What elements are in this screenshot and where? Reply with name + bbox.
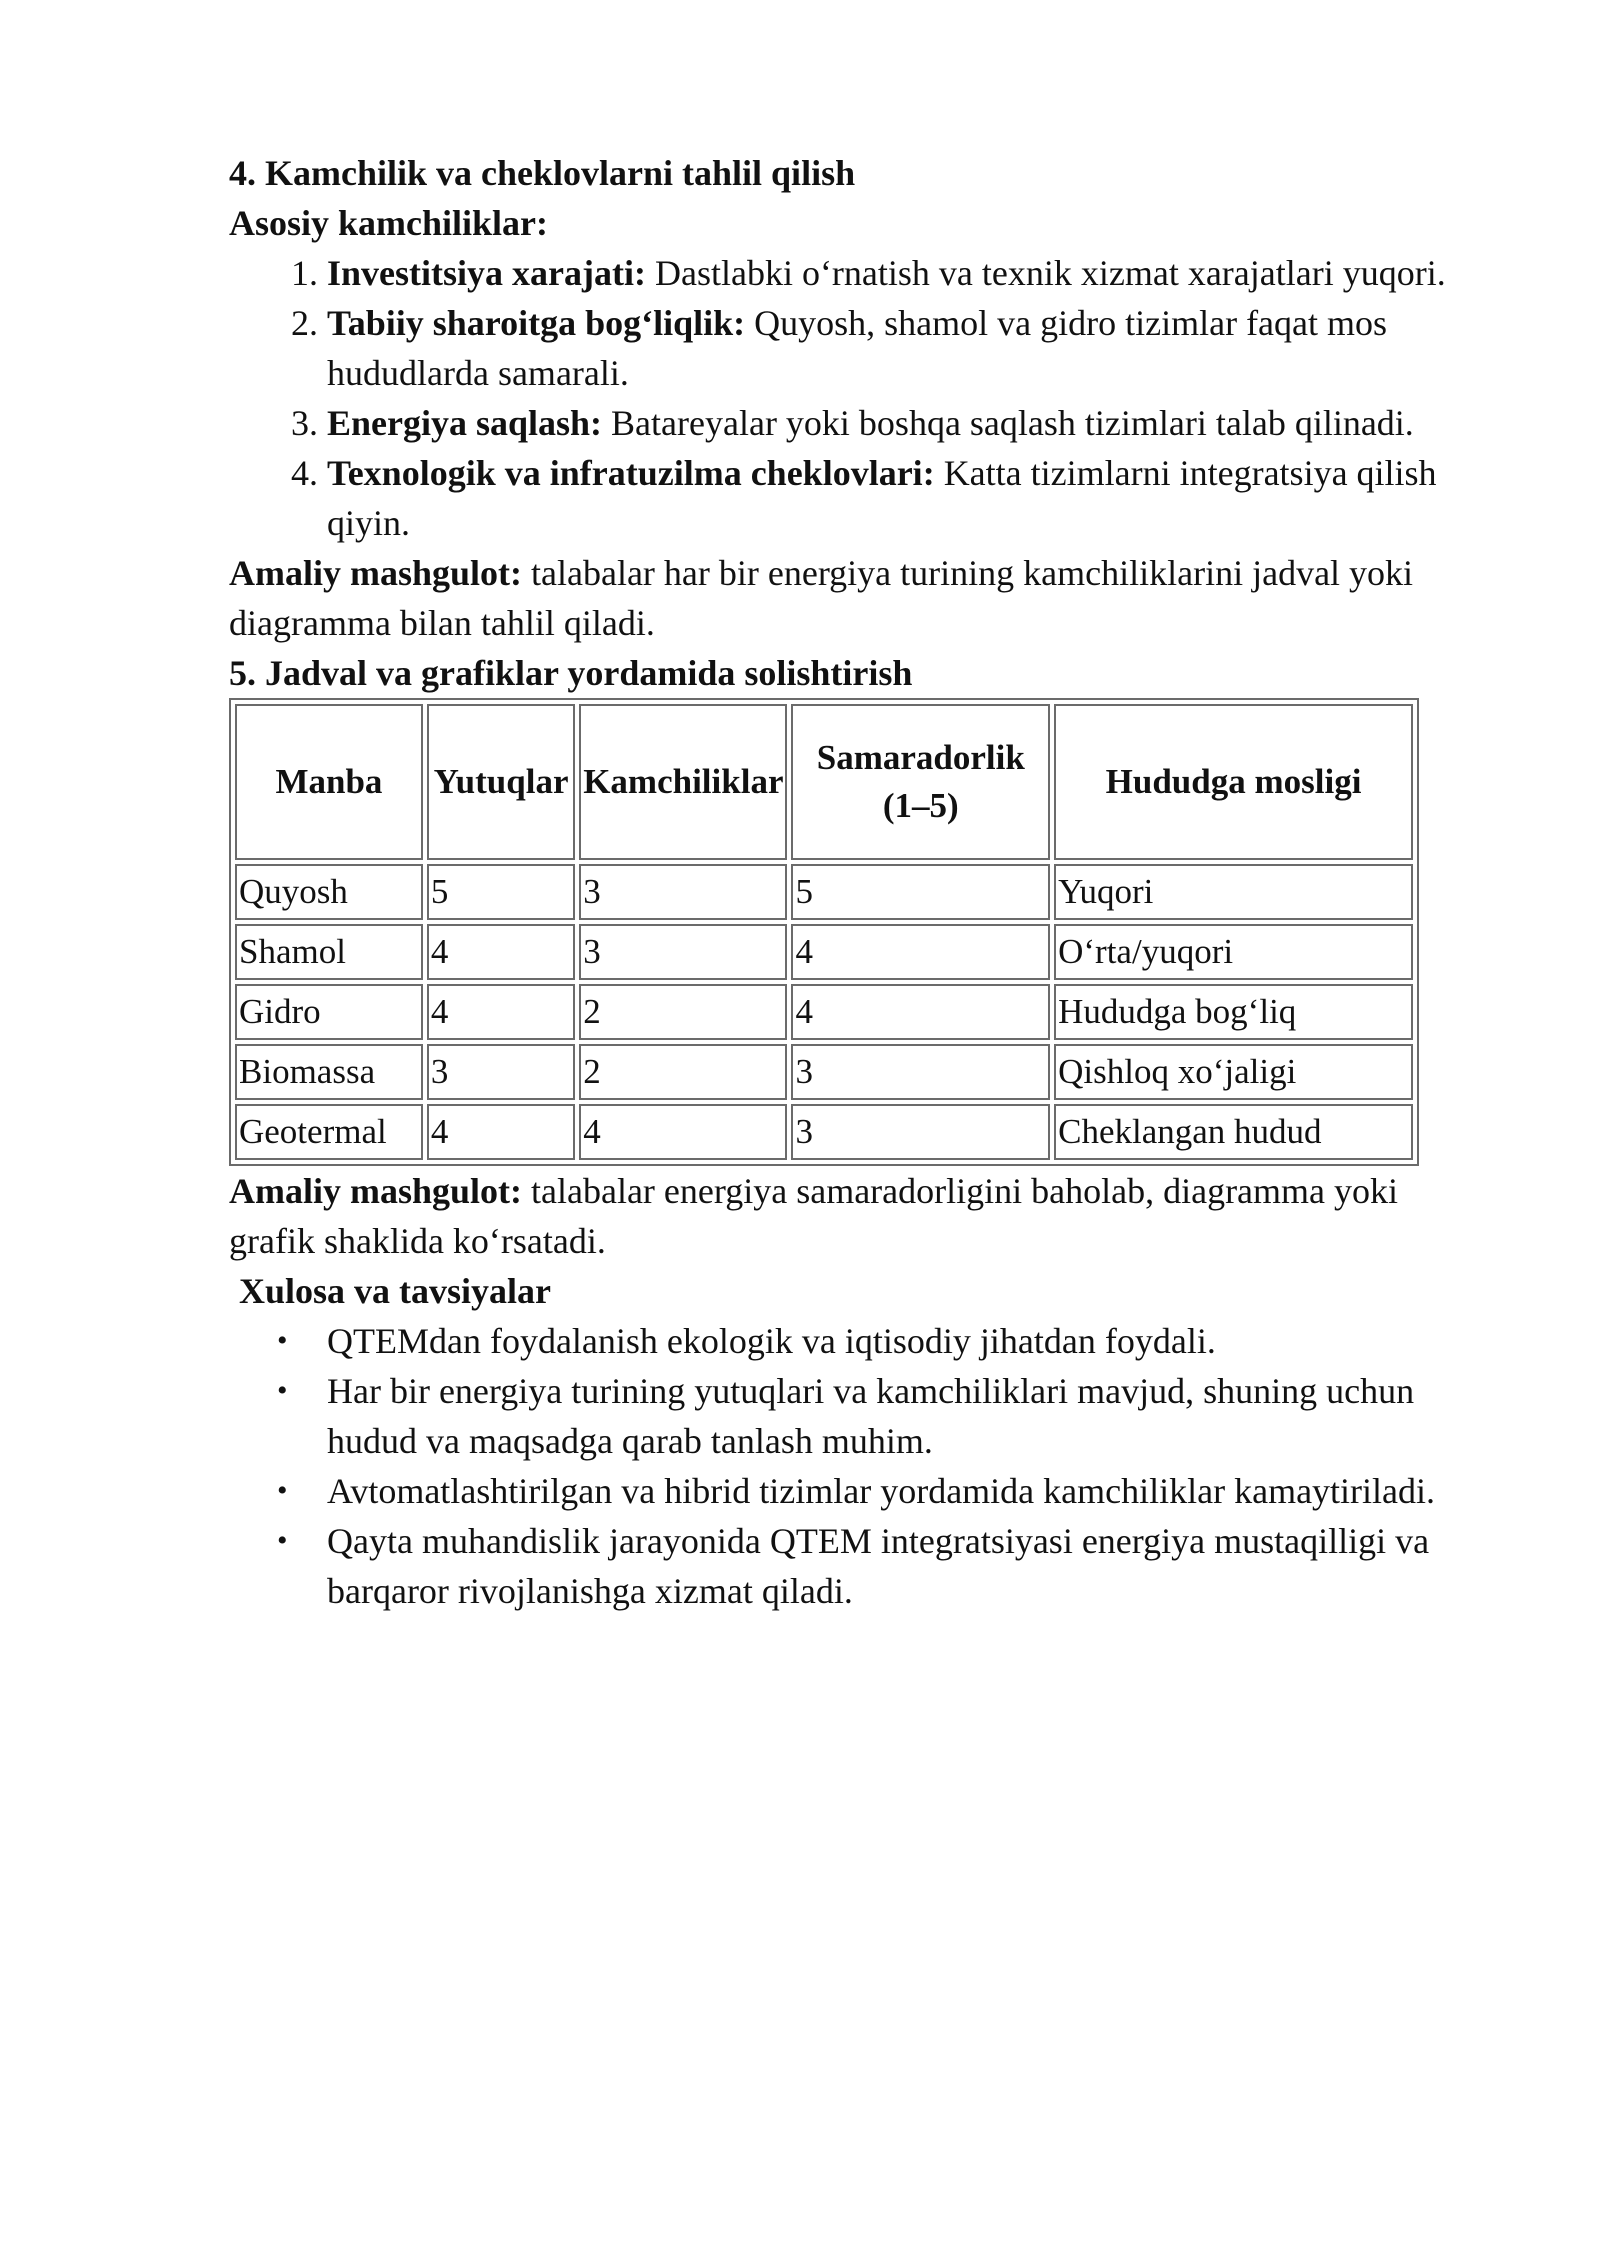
practice-lead: Amaliy mashgulot: [229,553,523,593]
list-item [277,1516,1489,1616]
table-cell: 2 [579,1044,787,1100]
table-cell: Qishloq xo‘jaligi [1054,1044,1413,1100]
practice-text: talabalar har bir energiya turining kamchiliklarini jadval yoki diagramma bilan tahlil qiladi. [229,553,1414,643]
table-cell: 4 [579,1104,787,1160]
table-cell: Gidro [235,984,423,1040]
comparison-table [229,698,1419,1166]
practice-paragraph-2 [229,1166,1489,1266]
table-cell: Shamol [235,924,423,980]
shortcomings-list [229,248,1489,548]
item-lead: Tabiiy sharoitga bog‘liqlik: [327,303,746,343]
item-lead: Energiya saqlash: [327,403,603,443]
table-cell: 3 [579,864,787,920]
table-cell: Hududga bog‘liq [1054,984,1413,1040]
section-5-heading: 5. Jadval va grafiklar yordamida solishtirish [229,653,913,693]
item-text: Qayta muhandislik jarayonida QTEM integratsiyasi energiya mustaqilligi va barqaror rivojlanishga xizmat qiladi. [327,1521,1430,1611]
table-cell: 3 [579,924,787,980]
table-cell: 4 [791,924,1050,980]
practice-text: talabalar energiya samaradorligini baholab, diagramma yoki grafik shaklida ko‘rsatadi. [229,1171,1399,1261]
table-cell: Quyosh [235,864,423,920]
table-row [235,984,1413,1040]
list-item [277,1366,1489,1466]
column-header: Samaradorlik (1–5) [791,704,1050,860]
practice-lead: Amaliy mashgulot: [229,1171,523,1211]
conclusion-heading: Xulosa va tavsiyalar [239,1271,552,1311]
table-cell: 4 [427,984,575,1040]
list-item [327,398,1489,448]
table-cell: 4 [791,984,1050,1040]
item-lead: Texnologik va infratuzilma cheklovlari: [327,453,935,493]
item-lead: Investitsiya xarajati: [327,253,646,293]
table-cell: 5 [427,864,575,920]
practice-paragraph-1 [229,548,1489,648]
section-4-heading: 4. Kamchilik va cheklovlarni tahlil qilish [229,153,856,193]
table-row [235,924,1413,980]
table-cell: 4 [427,924,575,980]
column-header: Kamchiliklar [579,704,787,860]
table-cell: 2 [579,984,787,1040]
table-row [235,1104,1413,1160]
column-header: Manba [235,704,423,860]
list-item [327,248,1489,298]
bullet-icon: • [277,1474,288,1507]
table-cell: Geotermal [235,1104,423,1160]
item-text: Dastlabki o‘rnatish va texnik xizmat xarajatlari yuqori. [645,253,1446,293]
column-header: Yutuqlar [427,704,575,860]
table-cell: Biomassa [235,1044,423,1100]
list-item [327,448,1489,548]
bullet-icon: • [277,1524,288,1557]
table-cell: O‘rta/yuqori [1054,924,1413,980]
column-header: Hududga mosligi [1054,704,1413,860]
table-cell: 3 [791,1044,1050,1100]
item-text: Har bir energiya turining yutuqlari va kamchiliklari mavjud, shuning uchun hudud va maqsadga qarab tanlash muhim. [327,1371,1415,1461]
item-text: QTEMdan foydalanish ekologik va iqtisodiy jihatdan foydali. [327,1321,1216,1361]
table-cell: 3 [427,1044,575,1100]
list-item [277,1316,1489,1366]
list-item [327,298,1489,398]
table-cell: Yuqori [1054,864,1413,920]
table-cell: 4 [427,1104,575,1160]
document-page [229,148,1489,1616]
list-item [277,1466,1489,1516]
item-text: Katta tizimlarni integratsiya qilish qiyin. [327,453,1437,543]
conclusion-list [229,1316,1489,1616]
table-row [235,1044,1413,1100]
section-4-subheading: Asosiy kamchiliklar: [229,203,549,243]
table-header-row [235,704,1413,860]
item-text: Quyosh, shamol va gidro tizimlar faqat mos hududlarda samarali. [327,303,1388,393]
table-cell: Cheklangan hudud [1054,1104,1413,1160]
item-text: Batareyalar yoki boshqa saqlash tizimlari talab qilinadi. [602,403,1414,443]
table-row [235,864,1413,920]
item-text: Avtomatlashtirilgan va hibrid tizimlar yordamida kamchiliklar kamaytiriladi. [327,1471,1436,1511]
bullet-icon: • [277,1324,288,1357]
table-cell: 5 [791,864,1050,920]
table-cell: 3 [791,1104,1050,1160]
bullet-icon: • [277,1374,288,1407]
